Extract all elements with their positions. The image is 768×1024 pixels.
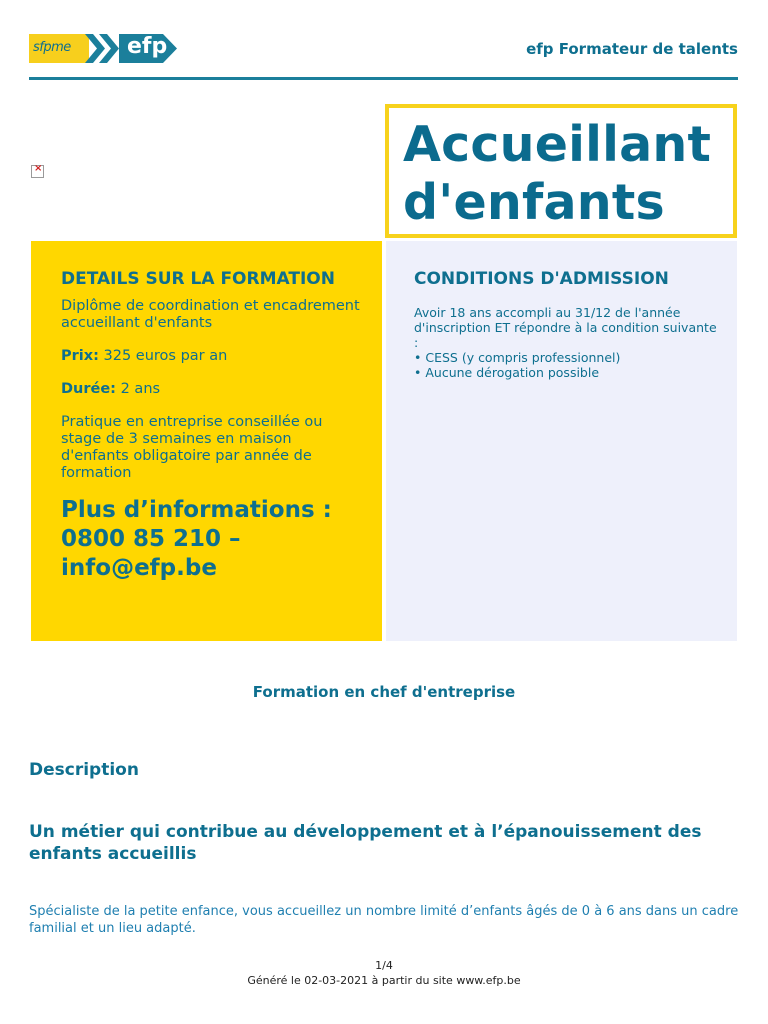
description-text: Spécialiste de la petite enfance, vous accueillez un nombre limité d’enfants âgés de 0 à 6 ans dans un cadre familial et un lieu adapté. (29, 904, 739, 936)
conditions-item: • Aucune dérogation possible (414, 365, 600, 380)
details-duration (61, 381, 362, 398)
generated-note: Généré le 02-03-2021 à partir du site www.efp.be (247, 974, 521, 987)
conditions-item: • CESS (y compris professionnel) (414, 350, 621, 365)
details-price (61, 348, 362, 365)
chevron-right-icon (99, 34, 119, 63)
description-title: Description (29, 760, 139, 780)
page-number: 1/4 (375, 959, 393, 972)
efp-logo-text: efp (127, 34, 168, 59)
formation-type-link[interactable]: Formation en chef d'entreprise (252, 683, 516, 701)
conditions-intro: Avoir 18 ans accompli au 31/12 de l'année d'inscription ET répondre à la condition suivante : (414, 305, 717, 350)
details-panel (31, 241, 382, 641)
more-info-contact[interactable]: Plus d’informations : 0800 85 210 – info@efp.be (61, 497, 332, 581)
efp-logo-block (119, 34, 177, 63)
description-subtitle: Un métier qui contribue au développement et à l’épanouissement des enfants accueillis (29, 822, 702, 864)
price-label: Prix: (61, 348, 99, 364)
details-practice: Pratique en entreprise conseillée ou stage de 3 semaines en maison d'enfants obligatoire par année de formation (61, 414, 323, 481)
conditions-panel (386, 241, 737, 641)
conditions-text (414, 305, 717, 380)
details-diploma: Diplôme de coordination et encadrement accueillant d'enfants (61, 298, 360, 331)
page-title (403, 116, 733, 232)
details-heading: DETAILS SUR LA FORMATION (61, 269, 335, 289)
price-value: 325 euros par an (98, 348, 228, 364)
sfpme-logo-text: sfpme (33, 40, 71, 55)
page-title-line1: Accueillant (403, 116, 712, 173)
header-tagline: efp Formateur de talents (526, 40, 738, 58)
duration-value: 2 ans (115, 381, 161, 397)
broken-image-icon: × (31, 165, 44, 178)
header-divider (29, 77, 738, 80)
efp-logo[interactable] (29, 32, 177, 66)
conditions-heading: CONDITIONS D'ADMISSION (414, 269, 669, 289)
page-header (29, 32, 738, 68)
duration-label: Durée: (61, 381, 116, 397)
page-title-box (385, 104, 737, 238)
sfpme-logo-block (29, 34, 89, 63)
page-title-line2: d'enfants (403, 174, 665, 231)
